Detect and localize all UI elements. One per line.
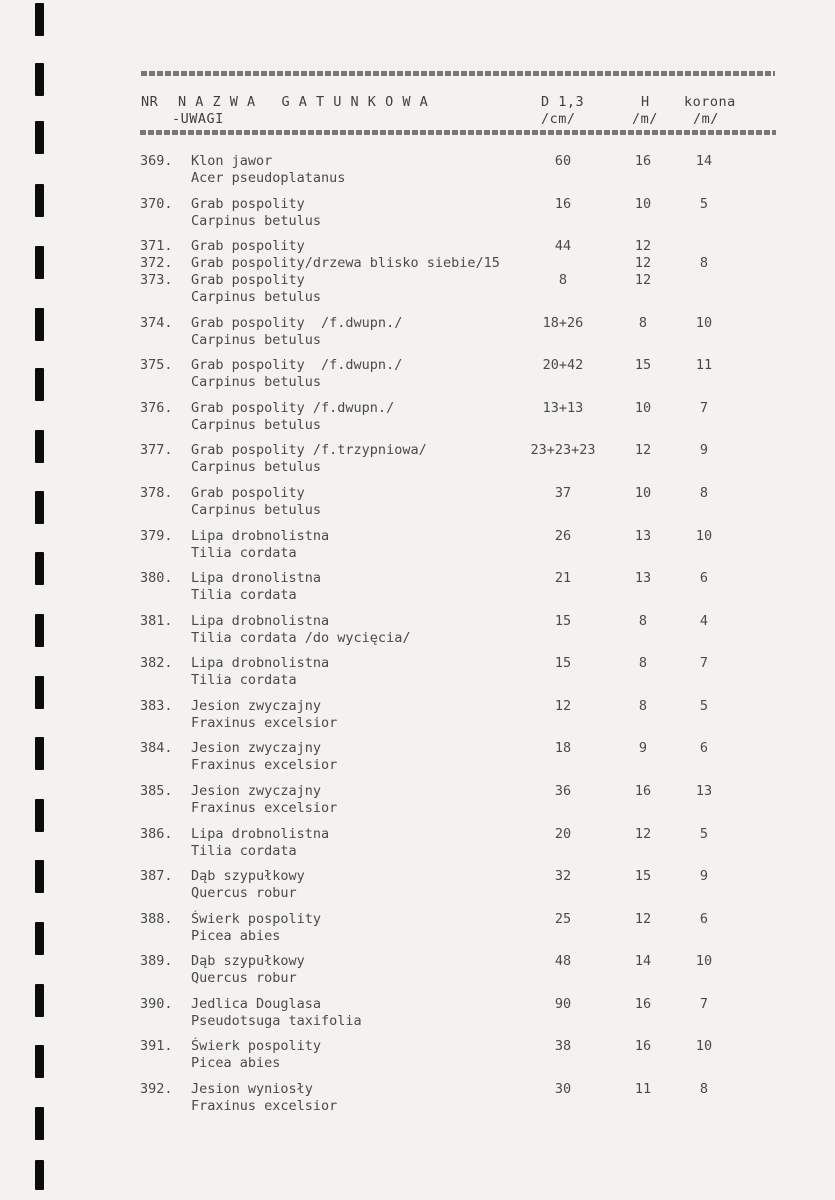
tree-number: 386. xyxy=(140,826,173,842)
crown-value: 7 xyxy=(699,655,709,671)
species-name: Lipa drobnolistna xyxy=(191,613,330,629)
diameter-value: 90 xyxy=(554,996,572,1012)
species-name: Jesion zwyczajny xyxy=(191,740,322,756)
species-name: Grab pospolity xyxy=(191,196,305,212)
binding-holes xyxy=(35,0,47,1200)
species-name: Fraxinus excelsior xyxy=(191,1098,338,1114)
species-name: Jesion zwyczajny xyxy=(191,698,322,714)
diameter-value: 13+13 xyxy=(542,400,584,416)
binding-hole-mark xyxy=(35,799,44,832)
species-name: Tilia cordata xyxy=(191,843,297,859)
height-value: 12 xyxy=(634,272,652,288)
crown-value: 6 xyxy=(699,740,709,756)
crown-value: 4 xyxy=(699,613,709,629)
crown-value: 7 xyxy=(699,996,709,1012)
species-name: Świerk pospolity xyxy=(191,1038,322,1054)
species-name: Grab pospolity/drzewa blisko siebie/15 xyxy=(191,255,500,271)
diameter-value: 16 xyxy=(554,196,572,212)
species-name: Grab pospolity xyxy=(191,485,305,501)
binding-hole-mark xyxy=(35,676,44,709)
tree-number: 371. xyxy=(140,238,173,254)
height-value: 16 xyxy=(634,996,652,1012)
height-value: 12 xyxy=(634,826,652,842)
binding-hole-mark xyxy=(35,1107,44,1140)
tree-number: 381. xyxy=(140,613,173,629)
species-name: Tilia cordata xyxy=(191,672,297,688)
height-value: 12 xyxy=(634,911,652,927)
crown-value: 10 xyxy=(695,528,713,544)
species-name: Tilia cordata /do wycięcia/ xyxy=(191,630,411,646)
height-value: 8 xyxy=(638,613,648,629)
binding-hole-mark xyxy=(35,308,44,341)
tree-number: 392. xyxy=(140,1081,173,1097)
crown-value: 11 xyxy=(695,357,713,373)
crown-value: 6 xyxy=(699,570,709,586)
height-value: 10 xyxy=(634,196,652,212)
binding-hole-mark xyxy=(35,860,44,893)
species-name: Carpinus betulus xyxy=(191,502,322,518)
column-header-crown-unit: /m/ xyxy=(693,111,719,127)
species-name: Carpinus betulus xyxy=(191,213,322,229)
crown-value: 7 xyxy=(699,400,709,416)
species-name: Fraxinus excelsior xyxy=(191,800,338,816)
species-name: Jesion zwyczajny xyxy=(191,783,322,799)
species-name: Quercus robur xyxy=(191,885,297,901)
column-header-nr: NR xyxy=(141,94,159,110)
crown-value: 14 xyxy=(695,153,713,169)
species-name: Świerk pospolity xyxy=(191,911,322,927)
binding-hole-mark xyxy=(35,3,44,36)
tree-number: 387. xyxy=(140,868,173,884)
species-name: Dąb szypułkowy xyxy=(191,953,305,969)
diameter-value: 32 xyxy=(554,868,572,884)
species-name: Grab pospolity /f.dwupn./ xyxy=(191,315,403,331)
height-value: 15 xyxy=(634,868,652,884)
height-value: 16 xyxy=(634,1038,652,1054)
species-name: Tilia cordata xyxy=(191,545,297,561)
column-header-diameter-unit: /cm/ xyxy=(541,111,576,127)
binding-hole-mark xyxy=(35,246,44,279)
species-name: Lipa drobnolistna xyxy=(191,655,330,671)
column-header-diameter: D 1,3 xyxy=(541,94,585,110)
diameter-value: 20+42 xyxy=(542,357,584,373)
tree-number: 372. xyxy=(140,255,173,271)
diameter-value: 20 xyxy=(554,826,572,842)
height-value: 15 xyxy=(634,357,652,373)
height-value: 11 xyxy=(634,1081,652,1097)
height-value: 16 xyxy=(634,783,652,799)
crown-value: 5 xyxy=(699,698,709,714)
crown-value: 9 xyxy=(699,868,709,884)
species-name: Pseudotsuga taxifolia xyxy=(191,1013,362,1029)
species-name: Acer pseudoplatanus xyxy=(191,170,346,186)
height-value: 8 xyxy=(638,698,648,714)
diameter-value: 12 xyxy=(554,698,572,714)
height-value: 8 xyxy=(638,655,648,671)
crown-value: 8 xyxy=(699,1081,709,1097)
binding-hole-mark xyxy=(35,984,44,1017)
species-name: Fraxinus excelsior xyxy=(191,715,338,731)
species-name: Grab pospolity /f.dwupn./ xyxy=(191,357,403,373)
species-name: Lipa drobnolistna xyxy=(191,826,330,842)
crown-value: 8 xyxy=(699,485,709,501)
binding-hole-mark xyxy=(35,121,44,154)
tree-number: 390. xyxy=(140,996,173,1012)
binding-hole-mark xyxy=(35,614,44,647)
diameter-value: 18 xyxy=(554,740,572,756)
tree-number: 369. xyxy=(140,153,173,169)
binding-hole-mark xyxy=(35,1160,44,1190)
height-value: 9 xyxy=(638,740,648,756)
crown-value: 5 xyxy=(699,826,709,842)
crown-value: 8 xyxy=(699,255,709,271)
height-value: 12 xyxy=(634,255,652,271)
crown-value: 6 xyxy=(699,911,709,927)
species-name: Picea abies xyxy=(191,928,281,944)
crown-value: 10 xyxy=(695,315,713,331)
header-top-rule xyxy=(141,71,775,76)
height-value: 10 xyxy=(634,400,652,416)
species-name: Carpinus betulus xyxy=(191,332,322,348)
diameter-value: 38 xyxy=(554,1038,572,1054)
species-name: Grab pospolity xyxy=(191,238,305,254)
diameter-value: 44 xyxy=(554,238,572,254)
diameter-value: 60 xyxy=(554,153,572,169)
diameter-value: 18+26 xyxy=(542,315,584,331)
tree-number: 380. xyxy=(140,570,173,586)
species-name: Quercus robur xyxy=(191,970,297,986)
diameter-value: 8 xyxy=(558,272,568,288)
column-header-remarks: -UWAGI xyxy=(172,111,224,127)
binding-hole-mark xyxy=(35,1045,44,1078)
species-name: Klon jawor xyxy=(191,153,273,169)
tree-number: 370. xyxy=(140,196,173,212)
binding-hole-mark xyxy=(35,368,44,401)
tree-number: 383. xyxy=(140,698,173,714)
diameter-value: 21 xyxy=(554,570,572,586)
diameter-value: 25 xyxy=(554,911,572,927)
species-name: Carpinus betulus xyxy=(191,289,322,305)
binding-hole-mark xyxy=(35,552,44,585)
height-value: 13 xyxy=(634,528,652,544)
species-name: Carpinus betulus xyxy=(191,417,322,433)
tree-number: 388. xyxy=(140,911,173,927)
species-name: Jesion wyniosły xyxy=(191,1081,313,1097)
binding-hole-mark xyxy=(35,922,44,955)
tree-number: 382. xyxy=(140,655,173,671)
binding-hole-mark xyxy=(35,491,44,524)
diameter-value: 23+23+23 xyxy=(530,442,596,458)
diameter-value: 36 xyxy=(554,783,572,799)
tree-number: 385. xyxy=(140,783,173,799)
diameter-value: 15 xyxy=(554,613,572,629)
species-name: Carpinus betulus xyxy=(191,459,322,475)
crown-value: 13 xyxy=(695,783,713,799)
crown-value: 9 xyxy=(699,442,709,458)
height-value: 8 xyxy=(638,315,648,331)
column-header-height: H xyxy=(641,94,650,110)
height-value: 12 xyxy=(634,442,652,458)
tree-number: 389. xyxy=(140,953,173,969)
crown-value: 10 xyxy=(695,953,713,969)
binding-hole-mark xyxy=(35,184,44,217)
height-value: 14 xyxy=(634,953,652,969)
height-value: 10 xyxy=(634,485,652,501)
species-name: Grab pospolity xyxy=(191,272,305,288)
tree-number: 384. xyxy=(140,740,173,756)
species-name: Grab pospolity /f.dwupn./ xyxy=(191,400,395,416)
species-name: Lipa drobnolistna xyxy=(191,528,330,544)
species-name: Picea abies xyxy=(191,1055,281,1071)
height-value: 16 xyxy=(634,153,652,169)
binding-hole-mark xyxy=(35,63,44,96)
diameter-value: 30 xyxy=(554,1081,572,1097)
species-name: Carpinus betulus xyxy=(191,374,322,390)
diameter-value: 26 xyxy=(554,528,572,544)
tree-number: 373. xyxy=(140,272,173,288)
diameter-value: 48 xyxy=(554,953,572,969)
column-header-height-unit: /m/ xyxy=(632,111,658,127)
height-value: 13 xyxy=(634,570,652,586)
species-name: Jedlica Douglasa xyxy=(191,996,322,1012)
species-name: Tilia cordata xyxy=(191,587,297,603)
tree-number: 376. xyxy=(140,400,173,416)
binding-hole-mark xyxy=(35,737,44,770)
crown-value: 5 xyxy=(699,196,709,212)
diameter-value: 15 xyxy=(554,655,572,671)
tree-number: 379. xyxy=(140,528,173,544)
tree-number: 375. xyxy=(140,357,173,373)
tree-number: 374. xyxy=(140,315,173,331)
tree-number: 378. xyxy=(140,485,173,501)
binding-hole-mark xyxy=(35,430,44,463)
tree-number: 391. xyxy=(140,1038,173,1054)
column-header-name: N A Z W A G A T U N K O W A xyxy=(178,94,429,110)
crown-value: 10 xyxy=(695,1038,713,1054)
species-name: Fraxinus excelsior xyxy=(191,757,338,773)
species-name: Dąb szypułkowy xyxy=(191,868,305,884)
header-bottom-rule xyxy=(140,130,776,135)
diameter-value: 37 xyxy=(554,485,572,501)
tree-number: 377. xyxy=(140,442,173,458)
column-header-crown: korona xyxy=(684,94,736,110)
height-value: 12 xyxy=(634,238,652,254)
species-name: Lipa dronolistna xyxy=(191,570,322,586)
species-name: Grab pospolity /f.trzypniowa/ xyxy=(191,442,427,458)
